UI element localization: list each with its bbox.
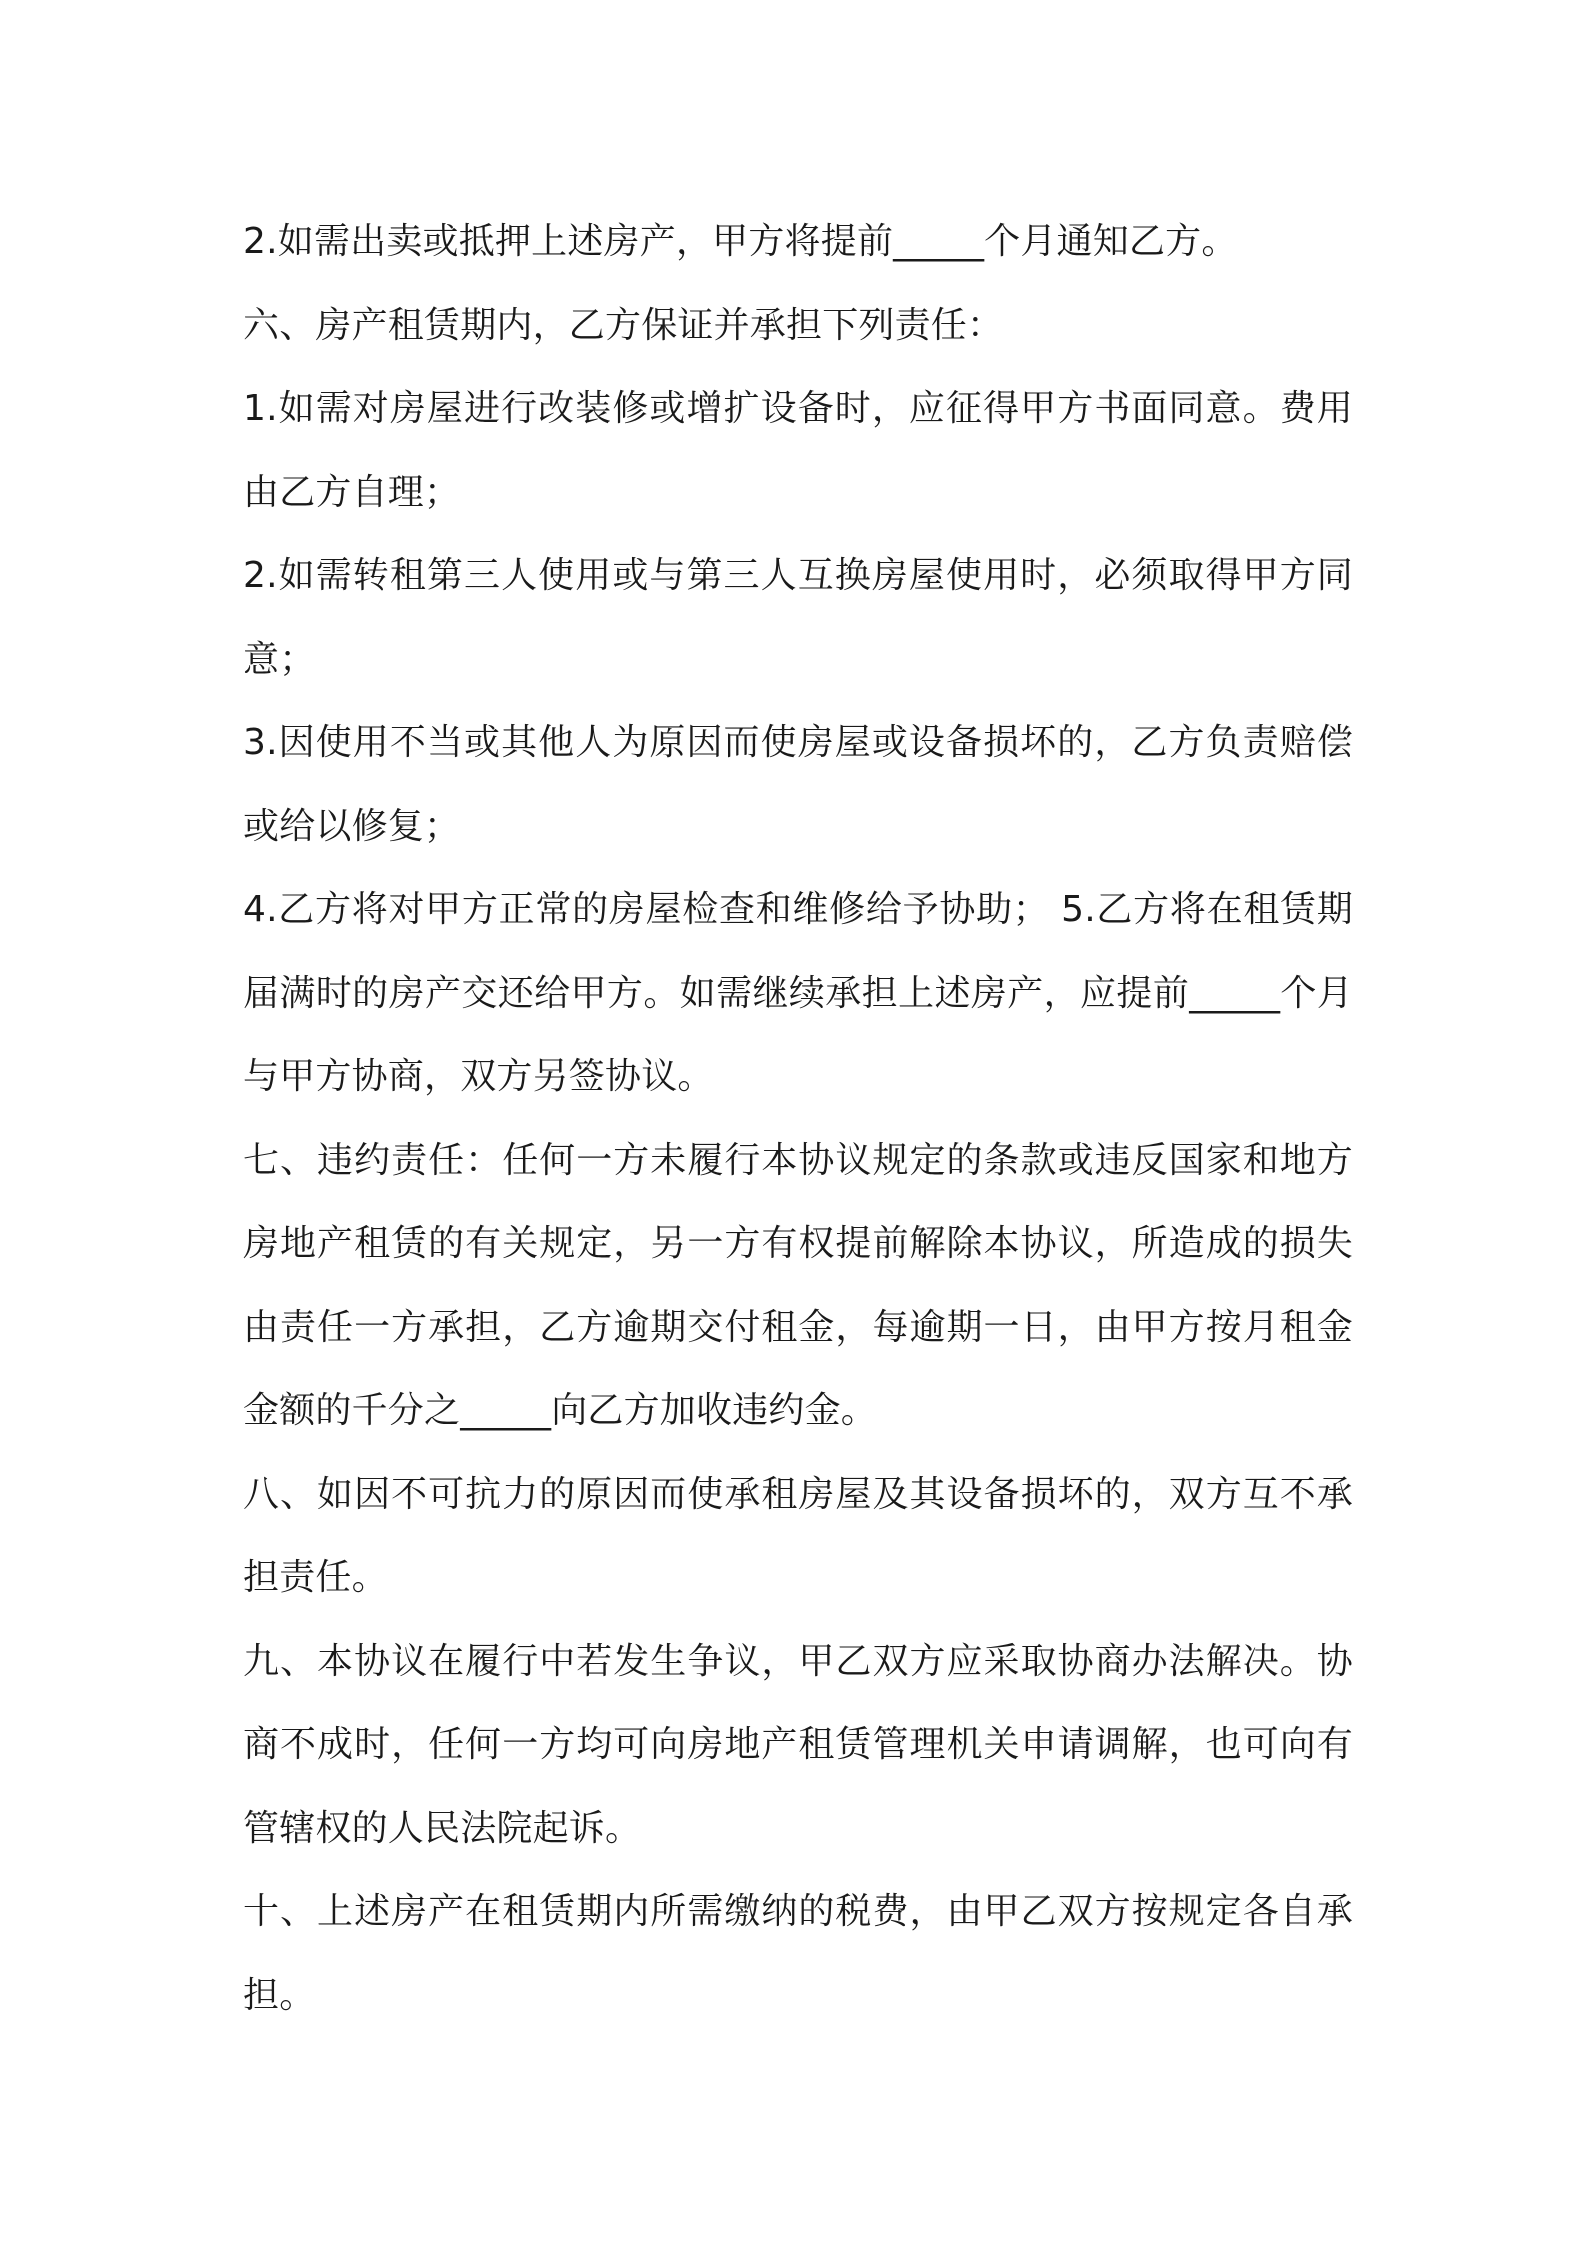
section-7-breach: 七、违约责任：任何一方未履行本协议规定的条款或违反国家和地方房地产租赁的有关规定，另一方有权提前解除本协议，所造成的损失由责任一方承担，乙方逾期交付租金，每逾期一日，由甲方按月租金金额的千分之_____向乙方加收违约金。: [243, 1139, 1353, 1431]
section-8-force-majeure: 八、如因不可抗力的原因而使承租房屋及其设备损坏的，双方互不承担责任。: [243, 1473, 1353, 1598]
section-6-heading: 六、房产租赁期内，乙方保证并承担下列责任：: [243, 304, 1004, 346]
document-body: [243, 200, 1353, 2037]
clause-6-4-5-inspection-return: 4.乙方将对甲方正常的房屋检查和维修给予协助； 5.乙方将在租赁期届满时的房产交还给甲方。如需继续承担上述房产，应提前_____个月与甲方协商，双方另签协议。: [243, 889, 1353, 1097]
clause-6-3-damage: 3.因使用不当或其他人为原因而使房屋或设备损坏的，乙方负责赔偿或给以修复；: [243, 722, 1353, 847]
clause-6-2-sublease: 2.如需转租第三人使用或与第三人互换房屋使用时，必须取得甲方同意；: [243, 555, 1353, 680]
section-10-taxes: 十、上述房产在租赁期内所需缴纳的税费，由甲乙双方按规定各自承担。: [243, 1891, 1353, 2016]
clause-2-sale-mortgage-notice: 2.如需出卖或抵押上述房产，甲方将提前_____个月通知乙方。: [243, 221, 1238, 262]
clause-6-1-renovation: 1.如需对房屋进行改装修或增扩设备时，应征得甲方书面同意。费用由乙方自理；: [243, 388, 1353, 513]
section-9-dispute: 九、本协议在履行中若发生争议，甲乙双方应采取协商办法解决。协商不成时，任何一方均可向房地产租赁管理机关申请调解，也可向有管辖权的人民法院起诉。: [243, 1640, 1353, 1849]
